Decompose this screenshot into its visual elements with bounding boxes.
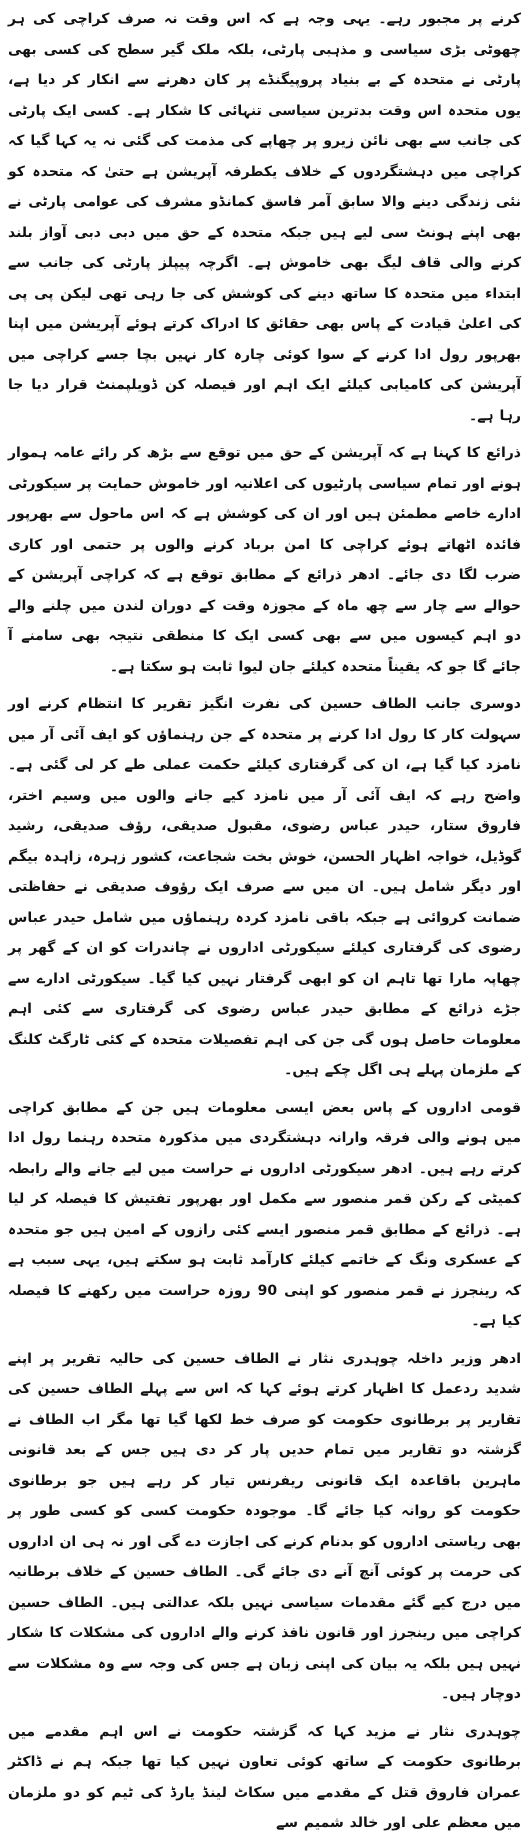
paragraph-6: چوہدری نثار نے مزید کہا کہ گزشتہ حکومت نے اس اہم مقدمے میں برطانوی حکومت کے ساتھ کوئی تعاون نہیں کیا تھا جبکہ ہم نے ڈاکٹر عمران فاروق قتل کے مقدمے میں سکاٹ لینڈ یارڈ کی ٹیم کو دو ملزمان میں معظم علی اور خالد شمیم سے	[8, 1723, 521, 1831]
paragraph-3: دوسری جانب الطاف حسین کی نفرت انگیز تقریر کا انتظام کرنے اور سہولت کار کا رول ادا کرنے پر متحدہ کے جن رہنماؤں کو ایف آئی آر میں نامزد کیا گیا ہے، ان کی گرفتاری کیلئے حکمت عملی طے کر لی گئی ہے۔ واضح رہے کہ ایف آئی آر میں نامزد کیے جانے والوں میں وسیم اختر، فاروق ستار، حیدر عباس رضوی، مقبول صدیقی، رؤف صدیقی، رشید گوڈیل، خواجہ اظہار الحسن، خوش بخت شجاعت، کشور زہرہ، زاہدہ بیگم اور دیگر شامل ہیں۔ ان میں سے صرف ایک رؤوف صدیقی نے حفاظتی ضمانت کروائی ہے جبکہ باقی نامزد کردہ رہنماؤں میں شامل حیدر عباس رضوی کی گرفتاری کیلئے سیکورٹی اداروں نے چاندرات کو ان کے گھر پر چھاپہ مارا تھا تاہم ان کو ابھی گرفتار نہیں کیا گیا۔ سیکورٹی ادارے سے جڑے ذرائع کے مطابق حیدر عباس رضوی کی گرفتاری سے کئی اہم معلومات حاصل ہوں گی جن کی اہم تفصیلات متحدہ کے کئی ٹارگٹ کلنگ کے ملزمان پہلے ہی اگل چکے ہیں۔	[8, 696, 521, 1078]
paragraph-1: کرنے پر مجبور رہے۔ یہی وجہ ہے کہ اس وقت نہ صرف کراچی کی ہر چھوٹی بڑی سیاسی و مذہبی پارٹی، بلکہ ملک گیر سطح کی کسی بھی پارٹی نے متحدہ کے بے بنیاد پروپیگنڈے پر کان دھرنے سے انکار کر دیا ہے، یوں متحدہ اس وقت بدترین سیاسی تنہائی کا شکار ہے۔ کسی ایک پارٹی کی جانب سے بھی نائن زیرو پر چھاپے کی مذمت کی گئی نہ یہ کہا گیا کہ کراچی میں دہشتگردوں کے خلاف یکطرفہ آپریشن ہے حتیٰ کہ متحدہ کو نئی زندگی دینے والا سابق آمر فاسق کمانڈو مشرف کی عوامی پارٹی نے بھی اپنے ہونٹ سی لیے ہیں جبکہ متحدہ کے حق میں دبی دبی آواز بلند کرنے والی قاف لیگ بھی خاموش ہے۔ اگرچہ پیپلز پارٹی کی جانب سے ابتداء میں متحدہ کا ساتھ دینے کی کوشش کی جا رہی تھی لیکن پی پی کی اعلیٰ قیادت کے پاس بھی حقائق کا ادراک کرتے ہوئے آپریشن میں اپنا بھرپور رول ادا کرنے کے سوا کوئی چارہ کار نہیں بچا جسے کراچی میں آپریشن کی کامیابی کیلئے ایک اہم اور فیصلہ کن ڈویلپمنٹ قرار دیا جا رہا ہے۔	[8, 11, 521, 424]
paragraph-2: ذرائع کا کہنا ہے کہ آپریشن کے حق میں توقع سے بڑھ کر رائے عامہ ہموار ہونے اور تمام سیاسی پارٹیوں کی اعلانیہ اور خاموش حمایت پر سیکورٹی ادارے خاصے مطمئن ہیں اور ان کی کوشش ہے کہ اس ماحول سے بھرپور فائدہ اٹھاتے ہوئے کراچی کا امن برباد کرنے والوں پر حتمی اور کاری ضرب لگا دی جائے۔ ادھر ذرائع کے مطابق توقع ہے کہ کراچی آپریشن کے حوالے سے چار سے چھ ماہ کے مجوزہ وقت کے دوران لندن میں چلنے والے دو اہم کیسوں میں سے بھی کسی ایک کا منطقی نتیجہ بھی سامنے آ جائے گا جو کہ یقیناً متحدہ کیلئے جان لیوا ثابت ہو سکتا ہے۔	[8, 445, 521, 675]
paragraph-5: ادھر وزیر داخلہ چوہدری نثار نے الطاف حسین کی حالیہ تقریر پر اپنے شدید ردعمل کا اظہار کرتے ہوئے کہا کہ اس سے پہلے الطاف حسین کی تقاریر پر برطانوی حکومت کو صرف خط لکھا گیا تھا مگر اب الطاف نے گزشتہ دو تقاریر میں تمام حدیں پار کر دی ہیں جس کے بعد قانونی ماہرین باقاعدہ ایک قانونی ریفرنس تیار کر رہے ہیں جو برطانوی حکومت کو روانہ کیا جائے گا۔ موجودہ حکومت کسی کو کسی طور پر بھی ریاستی اداروں کو بدنام کرنے کی اجازت دے گی اور نہ ہی ان اداروں کی حرمت پر کوئی آنچ آنے دی جائے گی۔ الطاف حسین کے خلاف برطانیہ میں درج کیے گئے مقدمات سیاسی نہیں بلکہ عدالتی ہیں۔ الطاف حسین کراچی میں رینجرز اور قانون نافذ کرنے والے اداروں کی مشکلات کا شکار نہیں ہیں بلکہ یہ بیان کی اپنی زبان ہے جس کی وجہ سے وہ مشکلات سے دوچار ہیں۔	[8, 1350, 521, 1702]
paragraph-4: قومی اداروں کے پاس بعض ایسی معلومات ہیں جن کے مطابق کراچی میں ہونے والی فرقہ وارانہ دہشتگردی میں مذکورہ متحدہ رہنما رول ادا کرتے رہے ہیں۔ ادھر سیکورٹی اداروں نے حراست میں لیے جانے والے رابطہ کمیٹی کے رکن قمر منصور سے مکمل اور بھرپور تفتیش کا فیصلہ کر لیا ہے۔ ذرائع کے مطابق قمر منصور ایسے کئی رازوں کے امین ہیں جو متحدہ کے عسکری ونگ کے خاتمے کیلئے کارآمد ثابت ہو سکتے ہیں، یہی سبب ہے کہ رینجرز نے قمر منصور کو اپنی 90 روزہ حراست میں رکھنے کا فیصلہ کیا ہے۔	[8, 1099, 521, 1329]
